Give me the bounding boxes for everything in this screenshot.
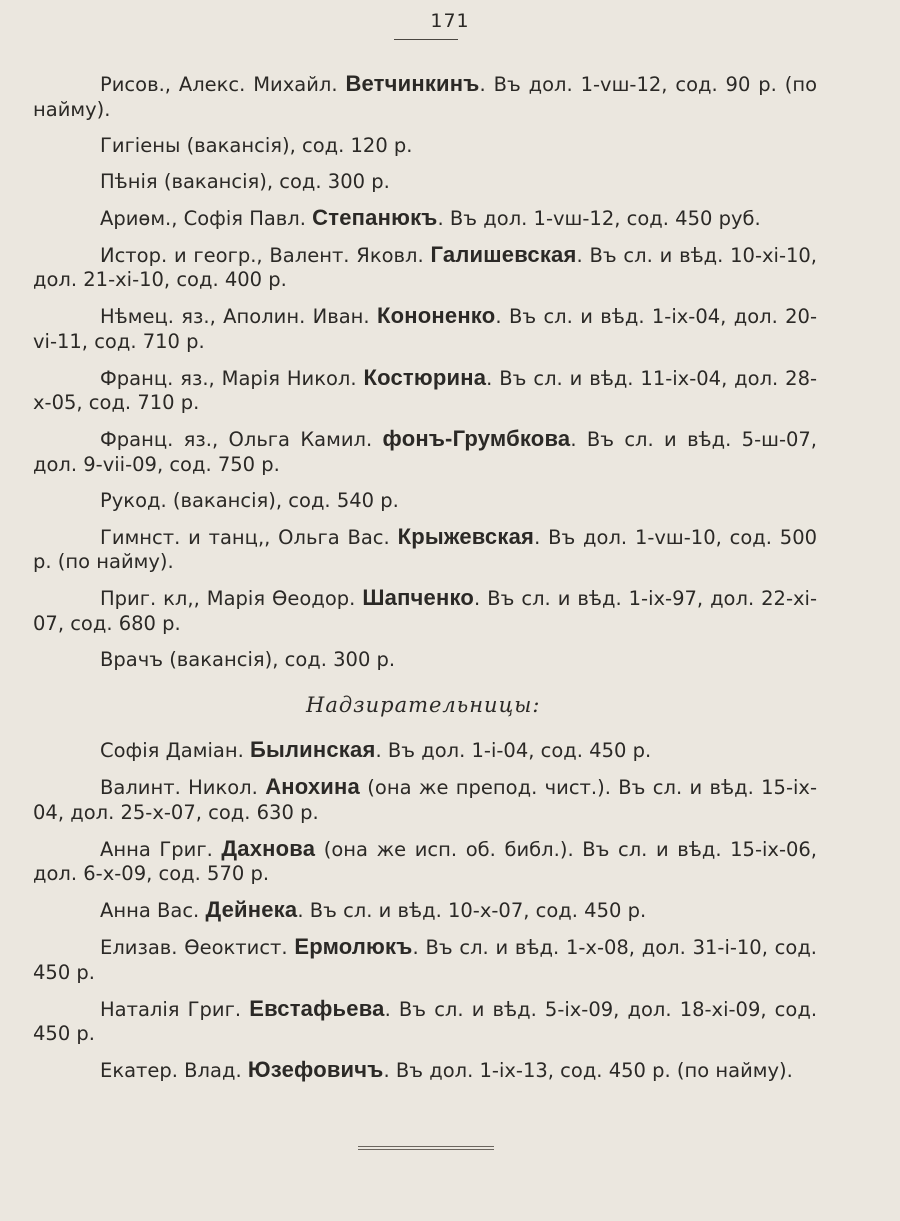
supervisor-entry: [33, 738, 817, 764]
entry-details: . Въ дол. 1-vш-12, сод. 450 руб.: [437, 206, 761, 230]
entry-details: . Въ сл. и вѣд. 11-ix-04, дол. 28-x-05, сод. 710 р.: [33, 366, 818, 414]
staff-list: [33, 72, 817, 1095]
entry-position: Истор. и геогр., Валент. Яковл.: [100, 243, 424, 267]
entry-surname: Юзефовичъ: [247, 1057, 384, 1082]
entry-position: Гигіены (вакансія), сод. 120 р.: [100, 133, 413, 157]
entry-surname: Шапченко: [362, 585, 475, 610]
entry-given-names: Валинт. Никол.: [100, 776, 258, 799]
entry-position: Гимнст. и танц,, Ольга Вас.: [100, 525, 390, 549]
entry-surname: Былинская: [249, 737, 376, 762]
entry-surname: Ветчинкинъ: [345, 71, 480, 96]
entry-details: . Въ дол. 1-ix-13, сод. 450 р. (по найму).: [383, 1059, 793, 1082]
supervisor-entry: [33, 898, 817, 924]
entry-surname: Анохина: [265, 774, 360, 799]
entry-surname: Ермолюкъ: [294, 934, 413, 959]
supervisor-entry: [33, 775, 817, 825]
entry-surname: Дахнова: [221, 835, 316, 861]
staff-entry: [33, 134, 817, 159]
staff-entry: [33, 489, 817, 514]
header-rule: [394, 39, 458, 40]
staff-entry: [33, 427, 817, 477]
staff-entry: [33, 170, 817, 195]
entry-position: Пѣнія (вакансія), сод. 300 р.: [100, 169, 390, 193]
footer-rule: [358, 1146, 494, 1150]
entry-details: . Въ сл. и вѣд. 5-ix-09, дол. 18-xi-09, сод. 450 р.: [33, 997, 818, 1045]
entry-details: . Въ дол. 1-i-04, сод. 450 р.: [375, 739, 652, 762]
entry-surname: Степанюкъ: [312, 204, 438, 230]
entry-position: Рисов., Алекс. Михайл.: [100, 73, 338, 96]
section-heading: Надзирательницы:: [306, 693, 541, 717]
staff-entry: [33, 366, 817, 416]
entry-given-names: Софія Даміан.: [100, 739, 244, 762]
entry-position: Нѣмец. яз., Аполин. Иван.: [100, 305, 370, 328]
supervisor-entry: [33, 1058, 817, 1084]
supervisor-entry: [33, 837, 817, 887]
entry-details: . Въ сл. и вѣд. 1-x-08, дол. 31-i-10, сод. 450 р.: [33, 936, 817, 984]
entry-position: Ариѳм., Софія Павл.: [100, 206, 306, 230]
supervisor-entry: [33, 935, 817, 985]
entry-details: (она же исп. об. библ.). Въ сл. и вѣд. 15-ix-06, дол. 6-x-09, сод. 570 р.: [33, 837, 817, 885]
staff-entry: [33, 648, 817, 673]
entry-position: Франц. яз., Марія Никол.: [100, 366, 357, 390]
entry-surname: фонъ-Грумбкова: [382, 426, 571, 451]
entry-details: . Въ сл. и вѣд. 5-ш-07, дол. 9-vii-09, сод. 750 р.: [33, 428, 818, 476]
entry-surname: Костюрина: [363, 364, 487, 390]
staff-entry: [33, 206, 817, 232]
entry-surname: Галишевская: [430, 241, 577, 267]
entry-given-names: Анна Вас.: [100, 899, 200, 922]
supervisor-entry: [33, 997, 817, 1047]
page-number: 171: [430, 10, 470, 32]
entry-surname: Кононенко: [377, 303, 496, 328]
entry-details: . Въ сл. и вѣд. 1-ix-04, дол. 20-vi-11, сод. 710 р.: [33, 305, 817, 353]
entry-given-names: Екатер. Влад.: [100, 1059, 242, 1082]
entry-given-names: Елизав. Ѳеоктист.: [100, 936, 288, 959]
staff-entry: [33, 586, 817, 636]
entry-details: . Въ сл. и вѣд. 10-xi-10, дол. 21-xi-10, сод. 400 р.: [33, 243, 817, 291]
entry-details: (она же препод. чист.). Въ сл. и вѣд. 15-ix-04, дол. 25-x-07, сод. 630 р.: [33, 776, 817, 824]
entry-position: Франц. яз., Ольга Камил.: [100, 428, 373, 451]
entry-details: . Въ дол. 1-vш-12, сод. 90 р. (по найму).: [33, 73, 817, 121]
staff-entry: [33, 72, 817, 122]
entry-position: Приг. кл,, Марія Ѳеодор.: [100, 587, 356, 610]
staff-entry: [33, 525, 817, 575]
entry-details: . Въ дол. 1-vш-10, сод. 500 р. (по найму).: [33, 525, 818, 573]
entry-details: . Въ сл. и вѣд. 10-x-07, сод. 450 р.: [297, 899, 647, 922]
staff-entry: [33, 304, 817, 354]
entry-surname: Крыжевская: [397, 523, 535, 549]
entry-surname: Дейнека: [205, 897, 298, 922]
entry-position: Рукод. (вакансія), сод. 540 р.: [100, 488, 399, 512]
entry-surname: Евстафьева: [249, 995, 385, 1021]
staff-entry: [33, 243, 817, 293]
entry-given-names: Наталія Григ.: [100, 997, 242, 1021]
entry-details: . Въ сл. и вѣд. 1-ix-97, дол. 22-xi-07, сод. 680 р.: [33, 587, 817, 635]
entry-given-names: Анна Григ.: [100, 837, 213, 861]
entry-position: Врачъ (вакансія), сод. 300 р.: [100, 647, 396, 671]
